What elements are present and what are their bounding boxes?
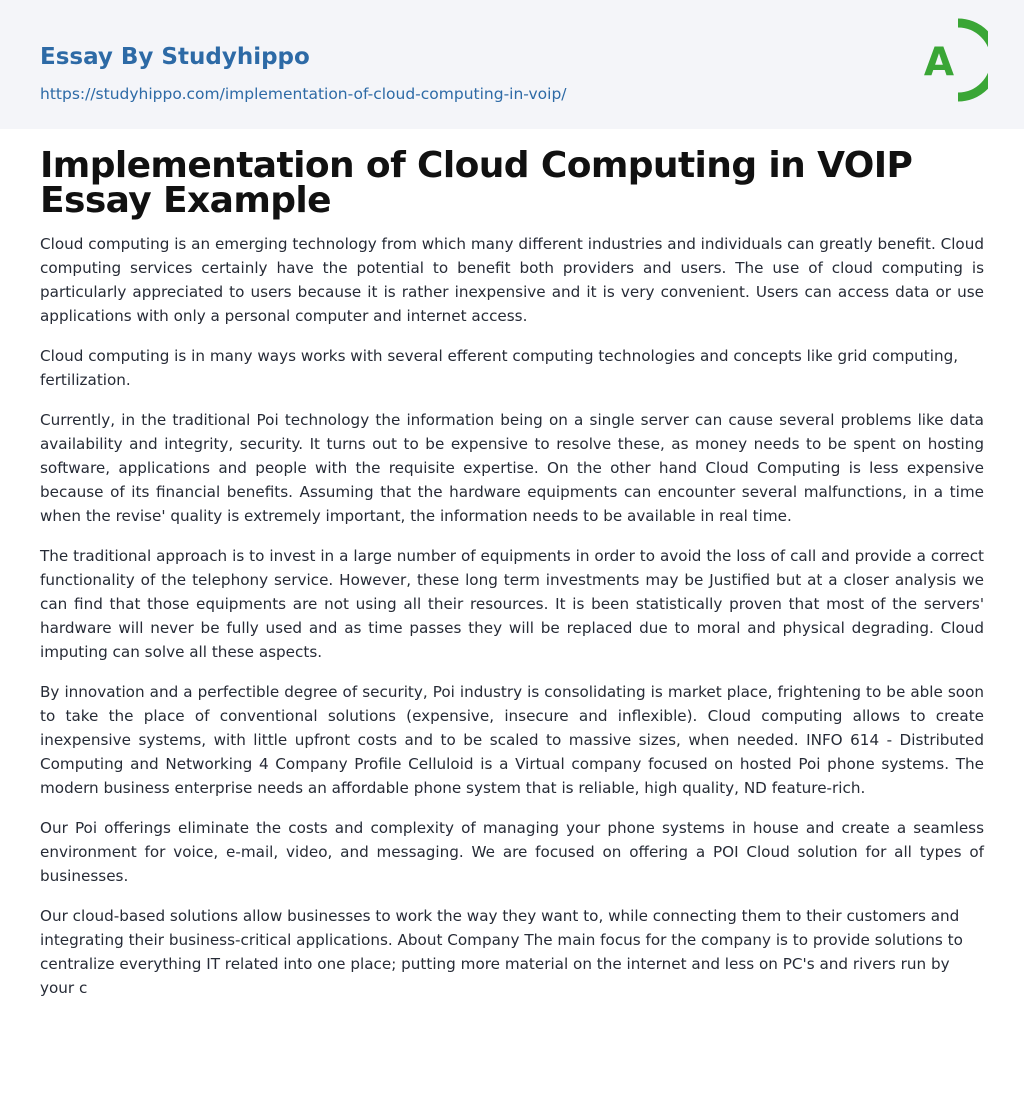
site-header bbox=[0, 0, 1024, 129]
paragraph-1: Cloud computing is an emerging technology from which many different industries and individuals can greatly benefit. Cloud computing services certainly have the potential to benefit both providers and users. The use of cloud computing is particularly appreciated to users because it is rather inexpensive and it is very convenient. Users can access data or use applications with only a personal computer and internet access. bbox=[40, 235, 984, 325]
source-url-link[interactable]: https://studyhippo.com/implementation-of-cloud-computing-in-voip/ bbox=[40, 85, 567, 103]
paragraph-5: By innovation and a perfectible degree of security, Poi industry is consolidating is market place, frightening to be able soon to take the place of conventional solutions (expensive, insecure and inflexible). Cloud computing allows to create inexpensive systems, with little upfront costs and to be scaled to massive sizes, when needed. INFO 614 - Distributed Computing and Networking 4 Company Profile Celluloid is a Virtual company focused on hosted Poi phone systems. The modern business enterprise needs an affordable phone system that is reliable, high quality, ND feature-rich. bbox=[40, 683, 984, 797]
article-title-line-2: Essay Example bbox=[40, 180, 331, 221]
article-title bbox=[40, 145, 984, 221]
paragraph-7: Our cloud-based solutions allow businesses to work the way they want to, while connecting them to their customers and integrating their business-critical applications. About Company The main focus for the company is to provide solutions to centralize everything IT related into one place; putting more material on the internet and less on PC's and rivers run by your c bbox=[40, 907, 963, 997]
logo-letter: A bbox=[923, 40, 955, 85]
paragraph-3: Currently, in the traditional Poi technology the information being on a single server can cause several problems like data availability and integrity, security. It turns out to be expensive to resolve these, as money needs to be spent on hosting software, applications and people with the requisite expertise. On the other hand Cloud Computing is less expensive because of its financial benefits. Assuming that the hardware equipments can encounter several malfunctions, in a time when the revise' quality is extremely important, the information needs to be available in real time. bbox=[40, 411, 984, 525]
studyhippo-logo-icon[interactable] bbox=[908, 18, 988, 106]
brand-title[interactable]: Essay By Studyhippo bbox=[40, 44, 310, 70]
paragraph-2: Cloud computing is in many ways works with several efferent computing technologies and concepts like grid computing, fertilization. bbox=[40, 347, 959, 389]
paragraph-4: The traditional approach is to invest in a large number of equipments in order to avoid the loss of call and provide a correct functionality of the telephony service. However, these long term investments may be Justified but at a closer analysis we can find that those equipments are not using all their resources. It is been statistically proven that most of the servers' hardware will never be fully used and as time passes they will be replaced due to moral and physical degrading. Cloud imputing can solve all these aspects. bbox=[40, 547, 984, 661]
paragraph-6: Our Poi offerings eliminate the costs and complexity of managing your phone systems in house and create a seamless environment for voice, e-mail, video, and messaging. We are focused on offering a POI Cloud solution for all types of businesses. bbox=[40, 819, 984, 885]
article bbox=[40, 145, 984, 1016]
article-title-line-1: Implementation of Cloud Computing in VOIP bbox=[40, 145, 913, 186]
